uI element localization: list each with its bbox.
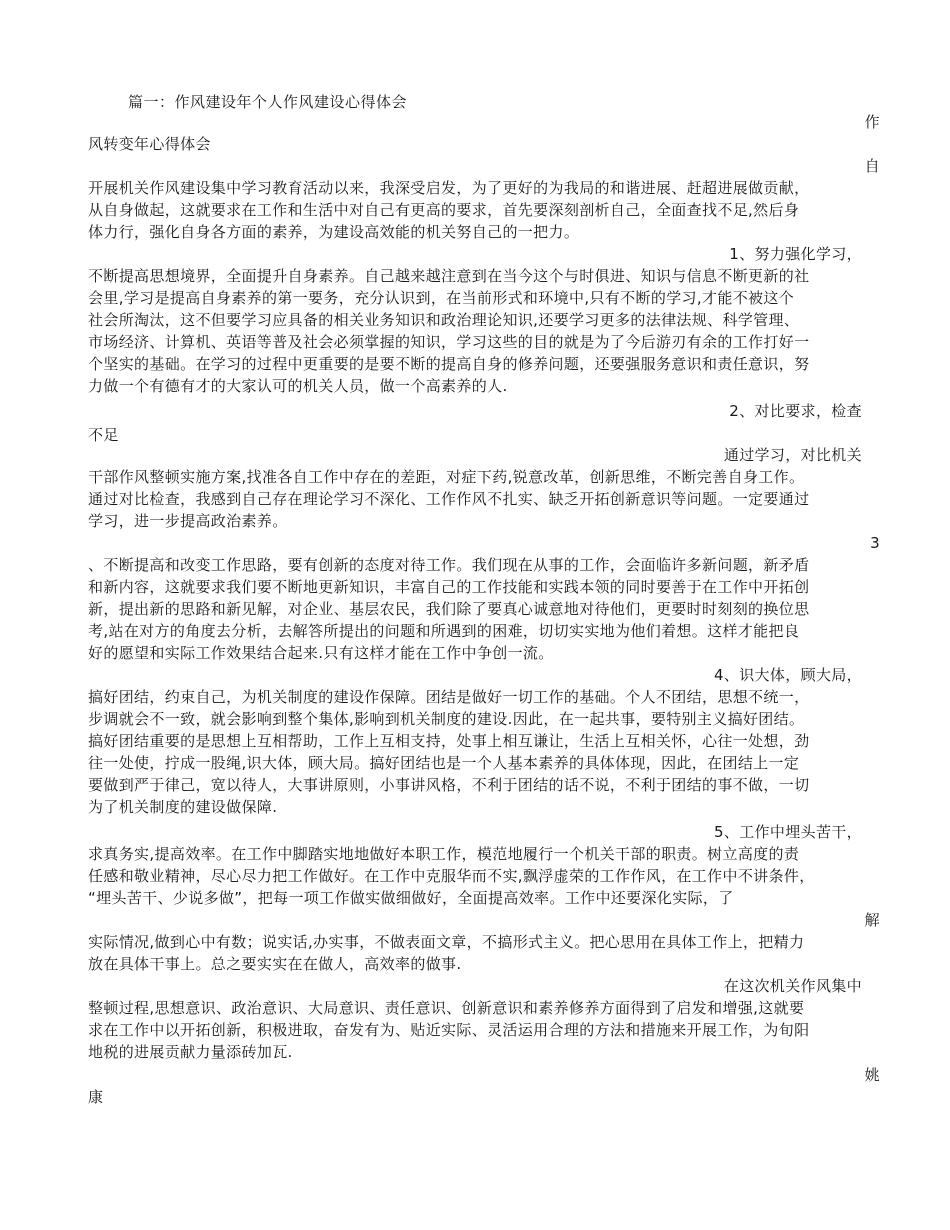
text-line: 康 — [88, 1088, 104, 1106]
text-line: 新，提出新的思路和新见解，对企业、基层农民，我们除了要真心诚意地对待他们，更要时时刻刻的换位思 — [88, 600, 810, 618]
text-line: 在这次机关作风集中 — [723, 977, 862, 995]
text-line: 力做一个有德有才的大家认可的机关人员，做一个高素养的人. — [88, 377, 508, 395]
text-line: 放在具体干事上。总之要实实在在做人，高效率的做事. — [88, 955, 462, 973]
text-line: “埋头苦干、少说多做”，把每一项工作做实做细做好，全面提高效率。工作中还要深化实际，了 — [88, 889, 734, 907]
text-line: 任感和敬业精神，尽心尽力把工作做好。在工作中克服华而不实,飘浮虚荣的工作作风，在工作中不讲条件， — [88, 867, 815, 885]
text-line: 个坚实的基础。在学习的过程中更重要的是要不断的提高自身的修养问题，还要强服务意识和责任意识，努 — [88, 355, 810, 373]
text-line: 搞好团结重要的是思想上互相帮助，工作上互相支持，处事上相互谦让，生活上互相关怀，心往一处想，劲 — [88, 732, 810, 750]
text-line: 会里,学习是提高自身素养的第一要务，充分认识到，在当前形式和环境中,只有不断的学习,才能不被这个 — [88, 289, 795, 307]
text-line: 求在工作中以开拓创新，积极进取，奋发有为、贴近实际、灵活运用合理的方法和措施来开展工作，为旬阳 — [88, 1021, 810, 1039]
text-line: 2、对比要求，检查 — [729, 402, 862, 420]
text-line: 步调就会不一致，就会影响到整个集体,影响到机关制度的建设.因此，在一起共事，要特别主义搞好团结。 — [88, 710, 805, 728]
text-line: 搞好团结，约束自己，为机关制度的建设作保障。团结是做好一切工作的基础。个人不团结，思想不统一， — [88, 688, 810, 706]
text-line: 和新内容，这就要求我们要不断地更新知识，丰富自己的工作技能和实践本领的同时要善于在工作中开拓创 — [88, 578, 810, 596]
text-line: 要做到严于律己，宽以待人，大事讲原则，小事讲风格，不利于团结的话不说，不利于团结的事不做，一切 — [88, 776, 810, 794]
text-line: 往一处使，拧成一股绳,识大体，顾大局。搞好团结也是一个人基本素养的具体体现，因此，在团结上一定 — [88, 754, 800, 772]
text-line: 从自身做起，这就要求在工作和生活中对自己有更高的要求，首先要深刻剖析自己，全面查找不足,然后身 — [88, 201, 800, 219]
text-line: 实际情况,做到心中有数；说实话,办实事，不做表面文章，不搞形式主义。把心思用在具体工作上，把精力 — [88, 933, 805, 951]
text-line: 解 — [864, 911, 880, 929]
text-line: 开展机关作风建设集中学习教育活动以来，我深受启发，为了更好的为我局的和谐进展、赶超进展做贡献， — [88, 179, 810, 197]
text-line: 4、识大体，顾大局， — [713, 666, 862, 684]
text-line: 不足 — [88, 426, 119, 444]
text-line: 体力行，强化自身各方面的素养，为建设高效能的机关努自己的一把力。 — [88, 223, 580, 241]
text-line: 求真务实,提高效率。在工作中脚踏实地地做好本职工作，模范地履行一个机关干部的职责。树立高度的责 — [88, 845, 800, 863]
text-line: 好的愿望和实际工作效果结合起来.只有这样才能在工作中争创一流。 — [88, 644, 554, 662]
text-line: 干部作风整顿实施方案,找准各自工作中存在的差距，对症下药,锐意改革，创新思维，不断完善自身工作。 — [88, 468, 805, 486]
text-line: 社会所淘汰，这不但要学习应具备的相关业务知识和政治理论知识,还要学习更多的法律法规、科学管理、 — [88, 311, 800, 329]
text-line: 整顿过程,思想意识、政治意识、大局意识、责任意识、创新意识和素养修养方面得到了启发和增强,这就要 — [88, 999, 805, 1017]
text-line: 3 — [870, 534, 880, 552]
text-line: 地税的进展贡献力量添砖加瓦. — [88, 1043, 293, 1061]
text-line: 、不断提高和改变工作思路，要有创新的态度对待工作。我们现在从事的工作，会面临许多新问题，新矛盾 — [88, 556, 810, 574]
text-line: 自 — [864, 157, 880, 175]
text-line: 通过对比检查，我感到自己存在理论学习不深化、工作作风不扎实、缺乏开拓创新意识等问题。一定要通过 — [88, 490, 810, 508]
text-line: 通过学习，对比机关 — [723, 446, 862, 464]
text-line: 姚 — [864, 1066, 880, 1084]
text-line: 学习，进一步提高政治素养。 — [88, 512, 288, 530]
text-line: 5、工作中埋头苦干， — [713, 823, 862, 841]
text-line: 1、努力强化学习， — [729, 245, 862, 263]
text-line: 风转变年心得体会 — [88, 135, 211, 153]
text-line: 作 — [864, 113, 880, 131]
text-line: 考,站在对方的角度去分析，去解答所提出的问题和所遇到的困难，切切实实地为他们着想。这样才能把良 — [88, 622, 800, 640]
document-title: 篇一：作风建设年个人作风建设心得体会 — [128, 93, 408, 111]
text-line: 市场经济、计算机、英语等普及社会必须掌握的知识，学习这些的目的就是为了今后游刃有余的工作打好一 — [88, 333, 810, 351]
text-line: 为了机关制度的建设做保障. — [88, 798, 278, 816]
text-line: 不断提高思想境界，全面提升自身素养。自己越来越注意到在当今这个与时俱进、知识与信息不断更新的社 — [88, 267, 810, 285]
